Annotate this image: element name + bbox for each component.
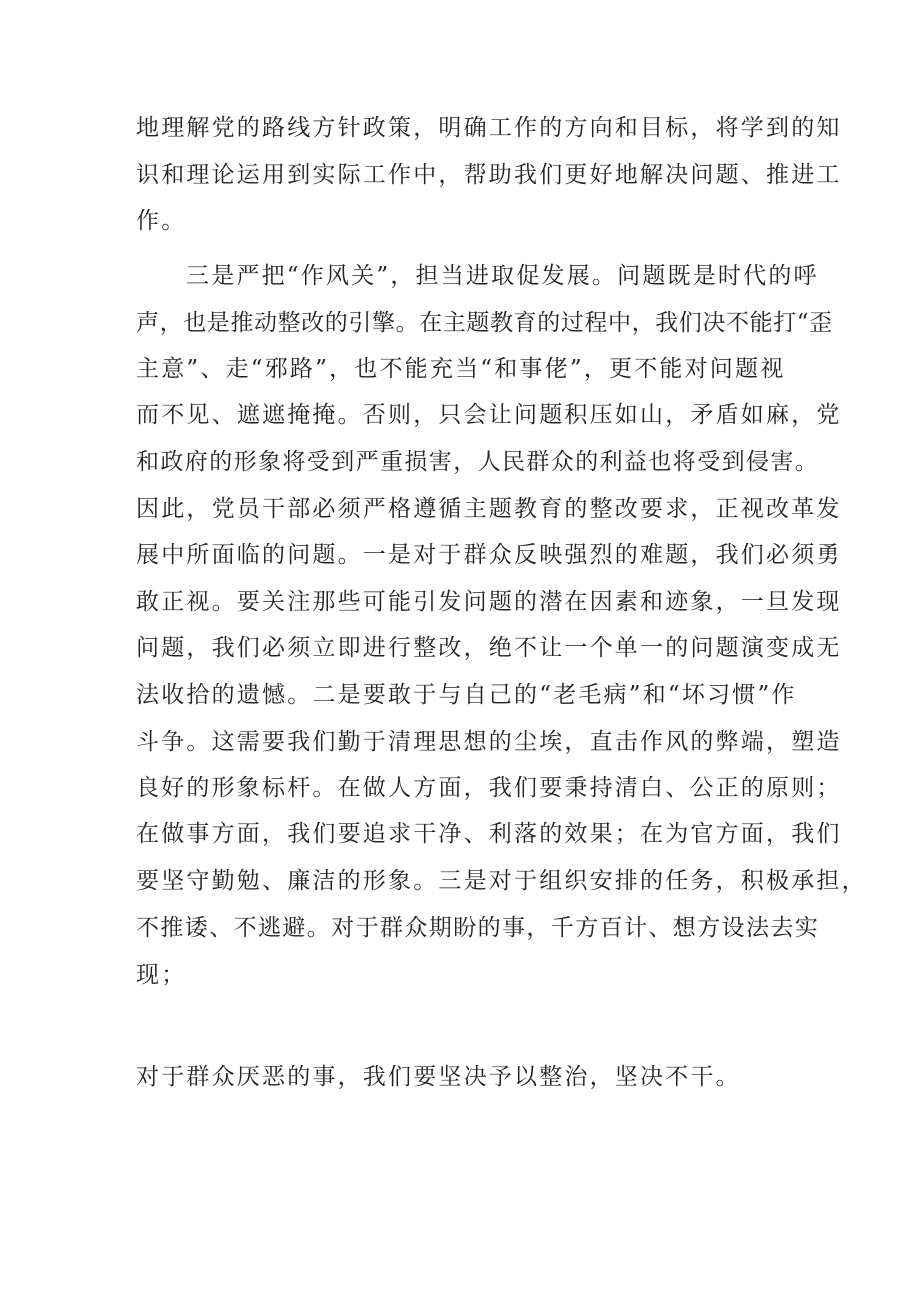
- paragraph-2-line-12: 良好的形象标杆。在做人方面，我们要秉持清白、公正的原则；: [136, 775, 842, 801]
- paragraph-2-line-13: 在做事方面，我们要追求干净、利落的效果；在为官方面，我们: [136, 821, 842, 847]
- paragraph-1-line-1: 地理解党的路线方针政策，明确工作的方向和目标，将学到的知: [136, 115, 842, 141]
- paragraph-2-line-1: 三是严把“作风关”，担当进取促发展。问题既是时代的呼: [186, 263, 819, 289]
- paragraph-2-line-11: 斗争。这需要我们勤于清理思想的尘埃，直击作风的弊端，塑造: [136, 729, 842, 755]
- paragraph-3-line-1: 对于群众厌恶的事，我们要坚决予以整治，坚决不干。: [136, 1064, 741, 1090]
- paragraph-2-line-15: 不推诿、不逃避。对于群众期盼的事，千方百计、想方设法去实: [136, 915, 820, 941]
- paragraph-2-line-14: 要坚守勤勉、廉洁的形象。三是对于组织安排的任务，积极承担，: [136, 868, 867, 894]
- paragraph-2-line-16: 现；: [136, 962, 187, 988]
- paragraph-2-line-3: 主意”、走“邪路”，也不能充当“和事佬”，更不能对问题视: [136, 356, 786, 382]
- paragraph-2-line-5: 和政府的形象将受到严重损害，人民群众的利益也将受到侵害。: [136, 449, 820, 475]
- paragraph-2-line-2: 声，也是推动整改的引擎。在主题教育的过程中，我们决不能打“歪: [136, 310, 833, 336]
- paragraph-2-line-9: 问题，我们必须立即进行整改，绝不让一个单一的问题演变成无: [136, 635, 842, 661]
- paragraph-2-line-8: 敢正视。要关注那些可能引发问题的潜在因素和迹象，一旦发现: [136, 589, 842, 615]
- paragraph-2-line-4: 而不见、遮遮掩掩。否则，只会让问题积压如山，矛盾如麻，党: [136, 402, 842, 428]
- paragraph-2-line-6: 因此，党员干部必须严格遵循主题教育的整改要求，正视改革发: [136, 496, 842, 522]
- paragraph-2-line-7: 展中所面临的问题。一是对于群众反映强烈的难题，我们必须勇: [136, 542, 842, 568]
- paragraph-1-line-3: 作。: [136, 208, 187, 234]
- paragraph-2-line-10: 法收拾的遗憾。二是要敢于与自己的“老毛病”和“坏习惯”作: [136, 682, 797, 708]
- paragraph-1-line-2: 识和理论运用到实际工作中，帮助我们更好地解决问题、推进工: [136, 162, 842, 188]
